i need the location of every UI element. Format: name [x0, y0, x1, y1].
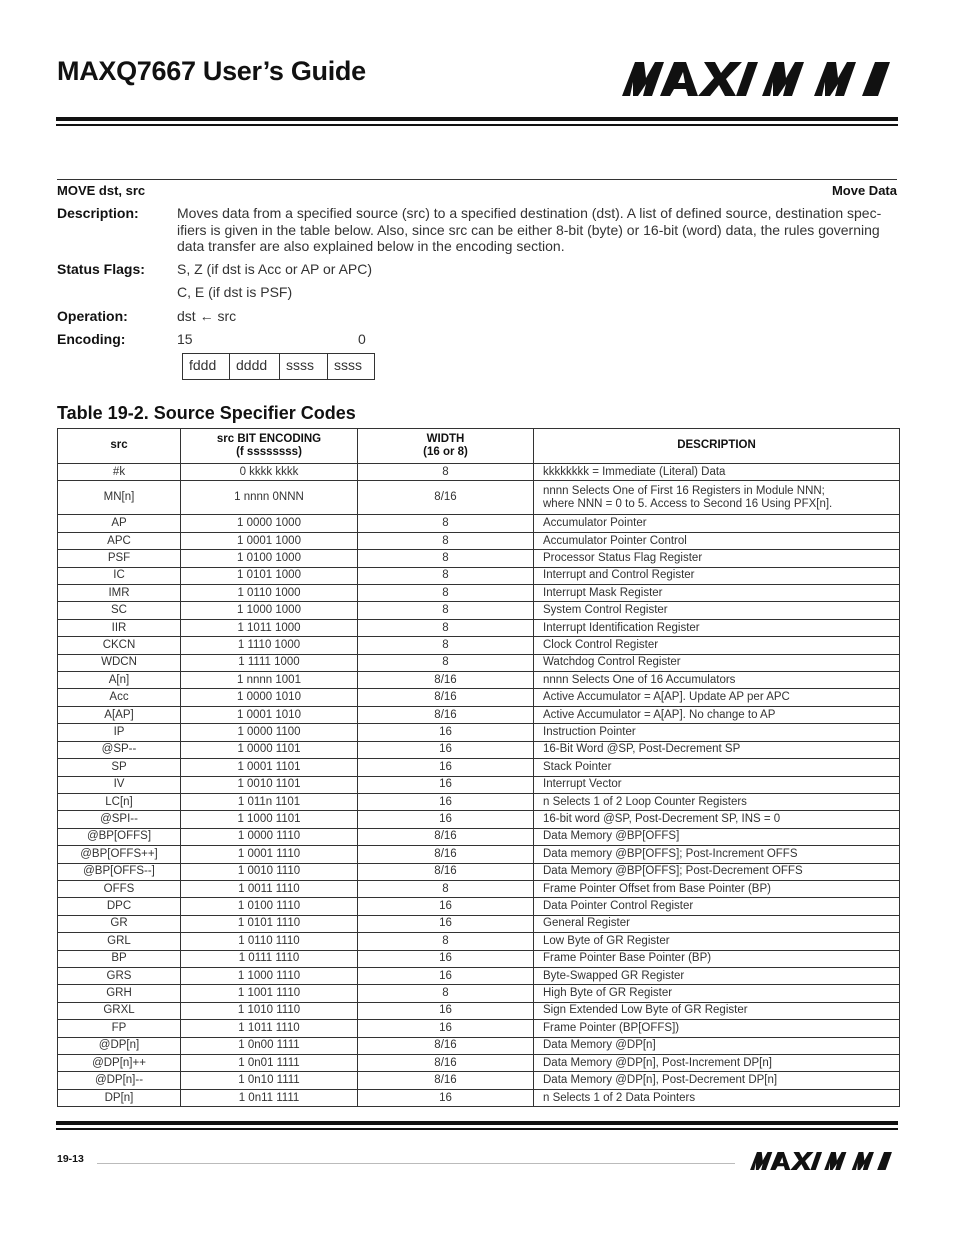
cell-width: 8: [358, 602, 534, 619]
cell-description: Clock Control Register: [534, 637, 900, 654]
cell-src: #k: [58, 464, 181, 481]
table-row: [58, 933, 900, 950]
cell-src: FP: [58, 1020, 181, 1037]
table-row: [58, 1002, 900, 1019]
cell-width: 16: [358, 1002, 534, 1019]
table-row: [58, 741, 900, 758]
cell-description: Stack Pointer: [534, 759, 900, 776]
cell-bit-encoding: 1 1001 1110: [181, 985, 358, 1002]
cell-width: 8/16: [358, 706, 534, 723]
cell-bit-encoding: 1 0011 1110: [181, 880, 358, 897]
encoding-field: fddd: [183, 354, 230, 379]
cell-src: @BP[OFFS]: [58, 828, 181, 845]
cell-description: Data Memory @BP[OFFS]; Post-Decrement OFFS: [534, 863, 900, 880]
cell-width: 16: [358, 898, 534, 915]
header-width-line: (16 or 8): [423, 446, 468, 458]
encoding-field: ssss: [334, 357, 362, 373]
table-row: [58, 724, 900, 741]
table-row: [58, 689, 900, 706]
cell-bit-encoding: 1 0110 1110: [181, 933, 358, 950]
cell-width: 8: [358, 532, 534, 549]
header-rule-thick: [56, 117, 898, 121]
cell-width: 16: [358, 967, 534, 984]
cell-src: GRH: [58, 985, 181, 1002]
cell-bit-encoding: 1 0n01 1111: [181, 1055, 358, 1072]
cell-src: GR: [58, 915, 181, 932]
header-width: [358, 429, 534, 464]
cell-description: 16-Bit Word @SP, Post-Decrement SP: [534, 741, 900, 758]
cell-bit-encoding: 1 0000 1000: [181, 515, 358, 532]
cell-width: 16: [358, 811, 534, 828]
header-rule-thin: [56, 124, 898, 126]
table-row: [58, 846, 900, 863]
table-row: [58, 811, 900, 828]
cell-description: Processor Status Flag Register: [534, 550, 900, 567]
cell-description: General Register: [534, 915, 900, 932]
table-row: [58, 654, 900, 671]
cell-width: 8: [358, 880, 534, 897]
cell-description: Watchdog Control Register: [534, 654, 900, 671]
cell-src: IIR: [58, 619, 181, 636]
table-row: [58, 985, 900, 1002]
cell-src: IC: [58, 567, 181, 584]
cell-width: 8: [358, 515, 534, 532]
table-row: [58, 759, 900, 776]
footer-divider: [97, 1163, 735, 1164]
table-row: [58, 898, 900, 915]
table-row: [58, 532, 900, 549]
cell-width: 8: [358, 637, 534, 654]
cell-description: n Selects 1 of 2 Data Pointers: [534, 1089, 900, 1106]
cell-width: 8: [358, 585, 534, 602]
cell-description: Low Byte of GR Register: [534, 933, 900, 950]
header-bit-encoding-line: (f ssssssss): [236, 446, 302, 458]
maxim-logo: [622, 62, 890, 96]
table-row: [58, 672, 900, 689]
cell-src: GRS: [58, 967, 181, 984]
table-row: [58, 619, 900, 636]
cell-description: Sign Extended Low Byte of GR Register: [534, 1002, 900, 1019]
cell-width: 8/16: [358, 672, 534, 689]
cell-bit-encoding: 1 0101 1110: [181, 915, 358, 932]
cell-width: 8: [358, 464, 534, 481]
cell-bit-encoding: 1 1000 1000: [181, 602, 358, 619]
cell-width: 8: [358, 567, 534, 584]
description-line: data transfer are also explained below in the encoding section.: [177, 238, 565, 254]
cell-src: AP: [58, 515, 181, 532]
cell-description: n Selects 1 of 2 Loop Counter Registers: [534, 793, 900, 810]
cell-src: PSF: [58, 550, 181, 567]
cell-description: Active Accumulator = A[AP]. Update AP per APC: [534, 689, 900, 706]
cell-description: Data Memory @DP[n], Post-Increment DP[n]: [534, 1055, 900, 1072]
table-row: [58, 637, 900, 654]
table-row: [58, 776, 900, 793]
status-flags-line: C, E (if dst is PSF): [177, 284, 293, 300]
instruction-name: MOVE dst, src: [57, 183, 146, 198]
cell-bit-encoding: 1 0001 1110: [181, 846, 358, 863]
cell-bit-encoding: 1 1000 1101: [181, 811, 358, 828]
cell-src: MN[n]: [58, 481, 181, 515]
cell-bit-encoding: 1 0010 1101: [181, 776, 358, 793]
cell-bit-encoding: 1 0001 1000: [181, 532, 358, 549]
cell-description: Active Accumulator = A[AP]. No change to AP: [534, 706, 900, 723]
table-row: [58, 602, 900, 619]
cell-description: Interrupt Identification Register: [534, 619, 900, 636]
cell-width: 8: [358, 550, 534, 567]
cell-description: Interrupt Vector: [534, 776, 900, 793]
cell-src: APC: [58, 532, 181, 549]
cell-bit-encoding: 1 0100 1000: [181, 550, 358, 567]
cell-src: A[n]: [58, 672, 181, 689]
header-src: src: [58, 429, 181, 464]
cell-src: Acc: [58, 689, 181, 706]
cell-description: Data memory @BP[OFFS]; Post-Increment OFFS: [534, 846, 900, 863]
cell-description: Instruction Pointer: [534, 724, 900, 741]
operation-text: dst ← src: [177, 308, 237, 324]
cell-bit-encoding: 1 0101 1000: [181, 567, 358, 584]
table-row: [58, 1055, 900, 1072]
cell-width: 8/16: [358, 1072, 534, 1089]
cell-description: Data Pointer Control Register: [534, 898, 900, 915]
table-row: [58, 464, 900, 481]
cell-width: 16: [358, 1089, 534, 1106]
cell-description: Data Memory @BP[OFFS]: [534, 828, 900, 845]
cell-description: kkkkkkkk = Immediate (Literal) Data: [534, 464, 900, 481]
description-line: nnnn Selects One of First 16 Registers in Module NNN;: [543, 484, 825, 497]
table-row: [58, 567, 900, 584]
cell-description: Accumulator Pointer: [534, 515, 900, 532]
description-line: ifiers is given in the table below. Also, since src can be either 8-bit (byte) or 16-bit (word) data, the rules governing: [177, 221, 880, 238]
instruction-header: [57, 179, 897, 199]
cell-description: Byte-Swapped GR Register: [534, 967, 900, 984]
table-body: [58, 464, 900, 1107]
table-row: [58, 1089, 900, 1106]
encoding-field: dddd: [230, 354, 280, 379]
cell-description: Frame Pointer Offset from Base Pointer (BP): [534, 880, 900, 897]
footer-rule-thick: [56, 1121, 898, 1125]
table-row: [58, 1037, 900, 1054]
table-row: [58, 481, 900, 515]
cell-width: 16: [358, 724, 534, 741]
cell-src: @DP[n]++: [58, 1055, 181, 1072]
maxim-logo-mark: [622, 62, 890, 96]
cell-src: LC[n]: [58, 793, 181, 810]
table-row: [58, 515, 900, 532]
cell-bit-encoding: 1 1000 1110: [181, 967, 358, 984]
cell-width: 8: [358, 619, 534, 636]
cell-src: BP: [58, 950, 181, 967]
table-row: [58, 863, 900, 880]
cell-src: OFFS: [58, 880, 181, 897]
cell-src: @DP[n]--: [58, 1072, 181, 1089]
cell-description: Data Memory @DP[n], Post-Decrement DP[n]: [534, 1072, 900, 1089]
cell-width: 8/16: [358, 828, 534, 845]
cell-bit-encoding: 1 0110 1000: [181, 585, 358, 602]
cell-bit-encoding: 1 1011 1110: [181, 1020, 358, 1037]
description-line: where NNN = 0 to 5. Access to Second 16 Using PFX[n].: [543, 497, 833, 510]
cell-description: High Byte of GR Register: [534, 985, 900, 1002]
cell-src: A[AP]: [58, 706, 181, 723]
table-row: [58, 1072, 900, 1089]
cell-description: Data Memory @DP[n]: [534, 1037, 900, 1054]
table-row: [58, 1020, 900, 1037]
table-row: [58, 915, 900, 932]
cell-description: 16-bit word @SP, Post-Decrement SP, INS = 0: [534, 811, 900, 828]
cell-src: GRL: [58, 933, 181, 950]
cell-src: @BP[OFFS++]: [58, 846, 181, 863]
table-row: [58, 828, 900, 845]
encoding-bitfield: [182, 353, 375, 380]
cell-src: @DP[n]: [58, 1037, 181, 1054]
page-number: 19-13: [57, 1153, 84, 1165]
encoding-field: ssss: [280, 354, 328, 379]
cell-description: [534, 481, 900, 515]
cell-width: 16: [358, 776, 534, 793]
cell-bit-encoding: 1 nnnn 0NNN: [181, 481, 358, 515]
status-flags-label: Status Flags:: [57, 261, 145, 277]
cell-bit-encoding: 1 0010 1110: [181, 863, 358, 880]
cell-width: 8/16: [358, 689, 534, 706]
cell-bit-encoding: 1 0000 1101: [181, 741, 358, 758]
cell-width: 16: [358, 950, 534, 967]
cell-src: IMR: [58, 585, 181, 602]
header-bit-encoding: [181, 429, 358, 464]
cell-bit-encoding: 0 kkkk kkkk: [181, 464, 358, 481]
cell-bit-encoding: 1 1110 1000: [181, 637, 358, 654]
footer-maxim-logo: [748, 1152, 894, 1170]
cell-src: SC: [58, 602, 181, 619]
header-description: DESCRIPTION: [534, 429, 900, 464]
cell-width: 16: [358, 741, 534, 758]
encoding-label: Encoding:: [57, 331, 126, 347]
footer-maxim-logo-mark: [748, 1152, 894, 1170]
cell-src: GRXL: [58, 1002, 181, 1019]
header-width-line: WIDTH: [426, 432, 465, 445]
cell-bit-encoding: 1 0000 1010: [181, 689, 358, 706]
cell-src: IP: [58, 724, 181, 741]
table-row: [58, 706, 900, 723]
cell-width: 16: [358, 915, 534, 932]
description-line: Moves data from a specified source (src) to a specified destination (dst). A list of defined source, destination spec-: [177, 205, 882, 221]
cell-width: 8: [358, 654, 534, 671]
cell-src: DP[n]: [58, 1089, 181, 1106]
cell-src: WDCN: [58, 654, 181, 671]
cell-width: 16: [358, 1020, 534, 1037]
table-row: [58, 950, 900, 967]
table-row: [58, 967, 900, 984]
cell-description: Interrupt and Control Register: [534, 567, 900, 584]
cell-src: DPC: [58, 898, 181, 915]
cell-bit-encoding: 1 nnnn 1001: [181, 672, 358, 689]
cell-width: 8: [358, 933, 534, 950]
cell-bit-encoding: 1 0n00 1111: [181, 1037, 358, 1054]
cell-description: nnnn Selects One of 16 Accumulators: [534, 672, 900, 689]
cell-bit-encoding: 1 0100 1110: [181, 898, 358, 915]
cell-description: System Control Register: [534, 602, 900, 619]
encoding-msb: 15: [177, 331, 193, 347]
table-header-row: [58, 429, 900, 464]
cell-width: 8/16: [358, 481, 534, 515]
cell-bit-encoding: 1 0111 1110: [181, 950, 358, 967]
cell-width: 16: [358, 793, 534, 810]
table-caption: Table 19-2. Source Specifier Codes: [57, 403, 356, 423]
cell-src: IV: [58, 776, 181, 793]
cell-description: Accumulator Pointer Control: [534, 532, 900, 549]
cell-bit-encoding: 1 0000 1100: [181, 724, 358, 741]
cell-bit-encoding: 1 011n 1101: [181, 793, 358, 810]
cell-src: SP: [58, 759, 181, 776]
cell-description: Interrupt Mask Register: [534, 585, 900, 602]
cell-description: Frame Pointer (BP[OFFS]): [534, 1020, 900, 1037]
table-row: [58, 585, 900, 602]
cell-width: 8/16: [358, 1037, 534, 1054]
table-row: [58, 550, 900, 567]
status-flags-line: S, Z (if dst is Acc or AP or APC): [177, 261, 373, 277]
cell-bit-encoding: 1 0001 1101: [181, 759, 358, 776]
operation-label: Operation:: [57, 308, 128, 324]
description-label: Description:: [57, 205, 139, 221]
cell-src: @SPI--: [58, 811, 181, 828]
source-specifier-table: [57, 428, 900, 1107]
cell-bit-encoding: 1 0n10 1111: [181, 1072, 358, 1089]
encoding-lsb: 0: [358, 331, 366, 347]
cell-width: 8/16: [358, 863, 534, 880]
cell-src: @BP[OFFS--]: [58, 863, 181, 880]
cell-src: CKCN: [58, 637, 181, 654]
cell-width: 8/16: [358, 846, 534, 863]
cell-bit-encoding: 1 1111 1000: [181, 654, 358, 671]
cell-bit-encoding: 1 0n11 1111: [181, 1089, 358, 1106]
document-title: MAXQ7667 User’s Guide: [57, 56, 366, 86]
cell-bit-encoding: 1 0000 1110: [181, 828, 358, 845]
instruction-summary: Move Data: [831, 183, 897, 198]
cell-bit-encoding: 1 1011 1000: [181, 619, 358, 636]
cell-src: @SP--: [58, 741, 181, 758]
cell-bit-encoding: 1 1010 1110: [181, 1002, 358, 1019]
table-row: [58, 880, 900, 897]
cell-width: 8/16: [358, 1055, 534, 1072]
description-text: [177, 205, 899, 255]
cell-description: Frame Pointer Base Pointer (BP): [534, 950, 900, 967]
cell-width: 16: [358, 759, 534, 776]
header-bit-encoding-line: src BIT ENCODING: [216, 432, 322, 445]
footer-rule-thin: [56, 1128, 898, 1130]
table-row: [58, 793, 900, 810]
cell-bit-encoding: 1 0001 1010: [181, 706, 358, 723]
cell-width: 8: [358, 985, 534, 1002]
